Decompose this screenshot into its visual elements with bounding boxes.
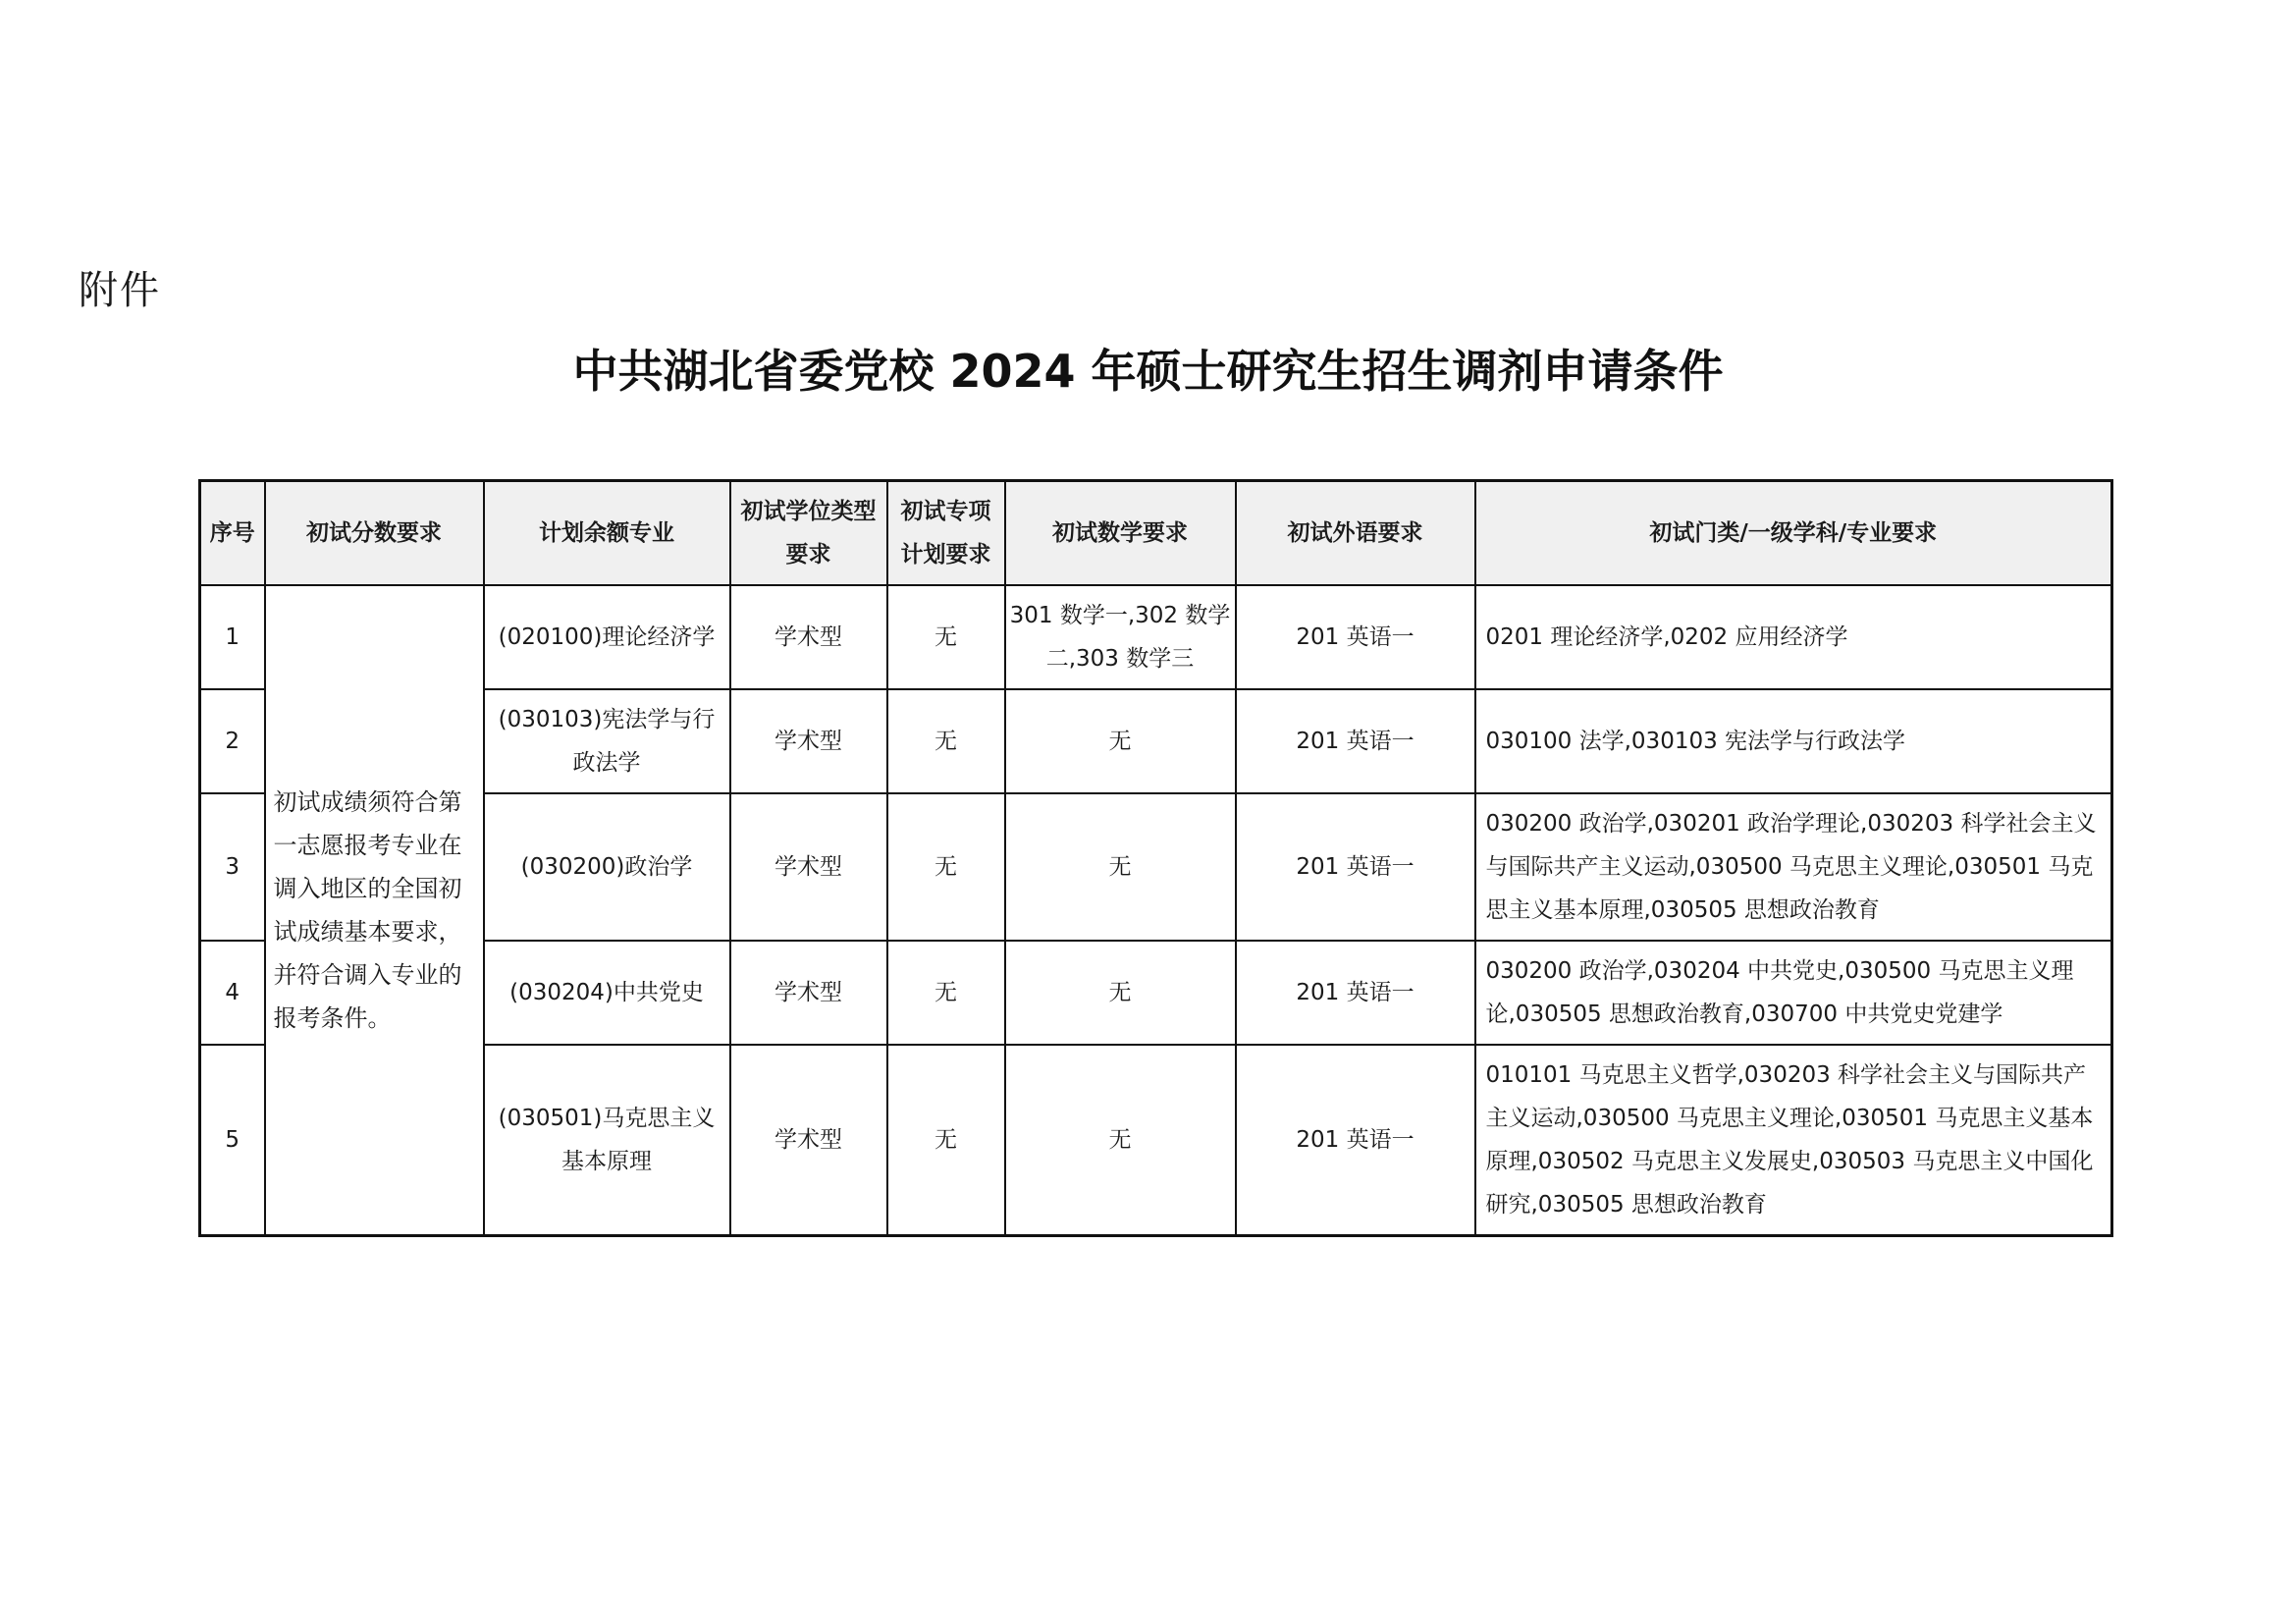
cell-degree-type: 学术型 <box>730 1045 887 1236</box>
attachment-label: 附件 <box>79 268 161 313</box>
cell-discipline: 010101 马克思主义哲学,030203 科学社会主义与国际共产主义运动,030500 马克思主义理论,030501 马克思主义基本原理,030502 马克思主义发展史,030503 马克思主义中国化研究,030505 思想政治教育 <box>1475 1045 2112 1236</box>
cell-special-plan: 无 <box>887 689 1005 793</box>
cell-index: 4 <box>200 941 265 1045</box>
cell-foreign-lang: 201 英语一 <box>1236 1045 1475 1236</box>
cell-index: 3 <box>200 793 265 941</box>
document-title: 中共湖北省委党校 2024 年硕士研究生招生调剂申请条件 <box>572 345 1724 398</box>
cell-foreign-lang: 201 英语一 <box>1236 689 1475 793</box>
cell-discipline: 030200 政治学,030201 政治学理论,030203 科学社会主义与国际共产主义运动,030500 马克思主义理论,030501 马克思主义基本原理,030505 思想政治教育 <box>1475 793 2112 941</box>
cell-math: 无 <box>1005 689 1236 793</box>
header-index: 序号 <box>200 481 265 586</box>
header-score-req: 初试分数要求 <box>265 481 484 586</box>
cell-major: (030204)中共党史 <box>484 941 730 1045</box>
cell-major: (030103)宪法学与行政法学 <box>484 689 730 793</box>
cell-discipline: 030200 政治学,030204 中共党史,030500 马克思主义理论,030505 思想政治教育,030700 中共党史党建学 <box>1475 941 2112 1045</box>
cell-math: 无 <box>1005 793 1236 941</box>
cell-major: (030501)马克思主义基本原理 <box>484 1045 730 1236</box>
table-row <box>200 941 2112 1045</box>
cell-math: 301 数学一,302 数学二,303 数学三 <box>1005 585 1236 689</box>
table-row <box>200 689 2112 793</box>
cell-discipline: 0201 理论经济学,0202 应用经济学 <box>1475 585 2112 689</box>
cell-degree-type: 学术型 <box>730 689 887 793</box>
cell-math: 无 <box>1005 941 1236 1045</box>
header-foreign-lang: 初试外语要求 <box>1236 481 1475 586</box>
header-math: 初试数学要求 <box>1005 481 1236 586</box>
header-special-plan: 初试专项计划要求 <box>887 481 1005 586</box>
cell-major: (020100)理论经济学 <box>484 585 730 689</box>
cell-discipline: 030100 法学,030103 宪法学与行政法学 <box>1475 689 2112 793</box>
requirements-table <box>198 479 2113 1237</box>
header-major: 计划余额专业 <box>484 481 730 586</box>
cell-foreign-lang: 201 英语一 <box>1236 941 1475 1045</box>
cell-degree-type: 学术型 <box>730 793 887 941</box>
cell-special-plan: 无 <box>887 793 1005 941</box>
cell-special-plan: 无 <box>887 1045 1005 1236</box>
table-row <box>200 1045 2112 1236</box>
table-row <box>200 585 2112 689</box>
table-header-row <box>200 481 2112 586</box>
cell-special-plan: 无 <box>887 585 1005 689</box>
cell-index: 5 <box>200 1045 265 1236</box>
cell-score-requirement: 初试成绩须符合第一志愿报考专业在调入地区的全国初试成绩基本要求，并符合调入专业的报考条件。 <box>265 585 484 1236</box>
header-degree-type: 初试学位类型要求 <box>730 481 887 586</box>
cell-special-plan: 无 <box>887 941 1005 1045</box>
cell-index: 1 <box>200 585 265 689</box>
table-row <box>200 793 2112 941</box>
header-discipline: 初试门类/一级学科/专业要求 <box>1475 481 2112 586</box>
cell-foreign-lang: 201 英语一 <box>1236 585 1475 689</box>
cell-degree-type: 学术型 <box>730 941 887 1045</box>
cell-foreign-lang: 201 英语一 <box>1236 793 1475 941</box>
cell-major: (030200)政治学 <box>484 793 730 941</box>
cell-degree-type: 学术型 <box>730 585 887 689</box>
cell-math: 无 <box>1005 1045 1236 1236</box>
cell-index: 2 <box>200 689 265 793</box>
